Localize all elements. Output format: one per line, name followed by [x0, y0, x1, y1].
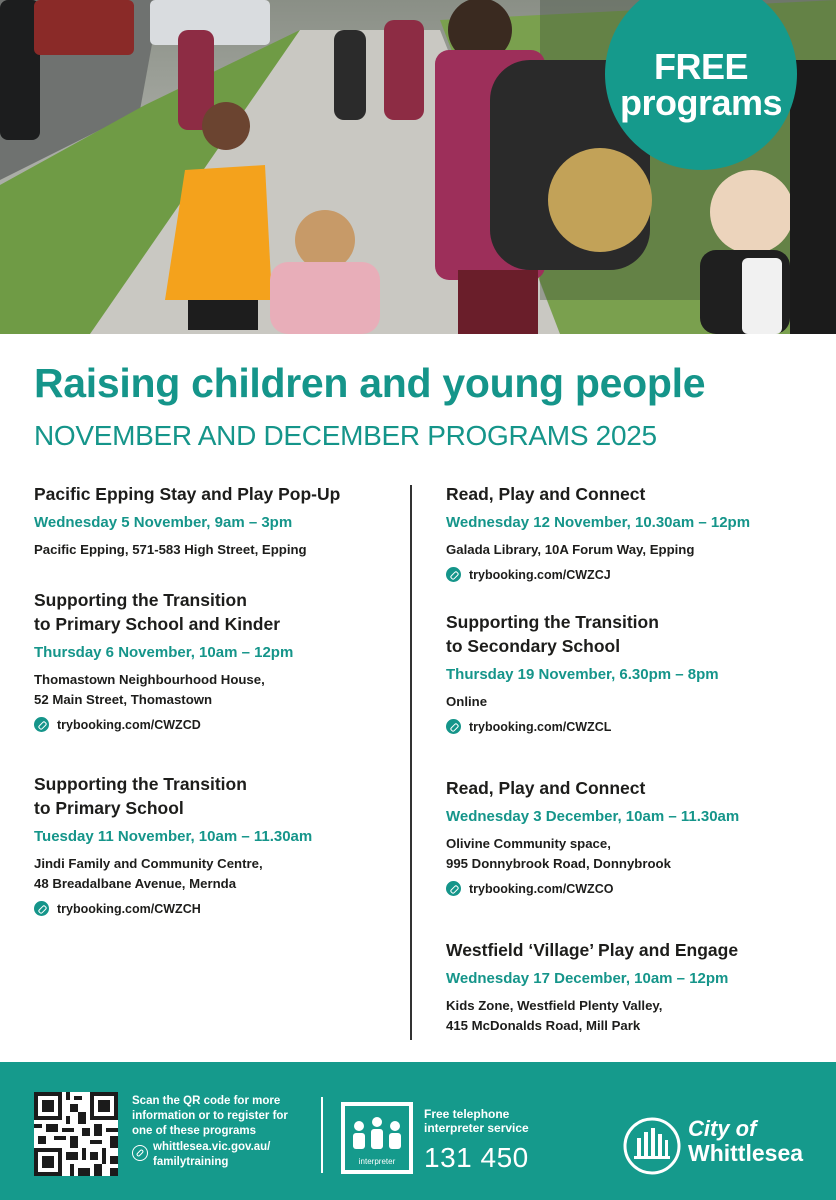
- city-line-2: Whittlesea: [688, 1140, 804, 1166]
- event-location-line-2: 995 Donnybrook Road, Donnybrook: [446, 856, 671, 871]
- badge-line-1: FREE: [653, 46, 748, 87]
- event-date: Wednesday 17 December, 10am – 12pm: [446, 970, 729, 987]
- url-line-2: familytraining: [153, 1156, 229, 1168]
- scan-text-line-2: information or to register for: [132, 1110, 288, 1122]
- scan-qr-text: [132, 1094, 312, 1170]
- website-link[interactable]: [132, 1140, 312, 1170]
- event-location-line-1: Kids Zone, Westfield Plenty Valley,: [446, 998, 663, 1013]
- city-of-whittlesea-wordmark: [688, 1117, 803, 1165]
- event-read-play-olivine: [446, 776, 816, 896]
- booking-link[interactable]: [446, 567, 816, 582]
- event-date: Wednesday 3 December, 10am – 11.30am: [446, 808, 740, 825]
- footer-divider: [321, 1097, 323, 1173]
- url-line-1: whittlesea.vic.gov.au/: [153, 1141, 271, 1153]
- event-location: Pacific Epping, 571-583 High Street, Epping: [34, 542, 307, 557]
- event-date: Thursday 19 November, 6.30pm – 8pm: [446, 666, 719, 683]
- city-line-1: City of: [688, 1116, 757, 1141]
- event-date: Wednesday 12 November, 10.30am – 12pm: [446, 514, 751, 531]
- link-icon: [34, 901, 49, 916]
- link-icon: [446, 719, 461, 734]
- scan-text-line-1: Scan the QR code for more: [132, 1095, 281, 1107]
- event-date: Tuesday 11 November, 10am – 11.30am: [34, 828, 313, 845]
- event-westfield-village: [446, 938, 816, 1036]
- event-transition-primary: [34, 772, 394, 916]
- interpreter-logo-icon: [341, 1102, 413, 1174]
- event-read-play-galada: [446, 482, 816, 582]
- hero-photo: [0, 0, 836, 334]
- event-location: Online: [446, 694, 488, 709]
- event-name-line-1: Supporting the Transition: [34, 590, 247, 610]
- booking-link[interactable]: [34, 901, 394, 916]
- event-name-line-1: Supporting the Transition: [446, 612, 659, 632]
- event-location-line-2: 415 McDonalds Road, Mill Park: [446, 1018, 641, 1033]
- event-transition-secondary: [446, 610, 816, 734]
- interpreter-phone-number[interactable]: 131 450: [424, 1142, 529, 1173]
- booking-link-text: trybooking.com/CWZCJ: [469, 567, 611, 582]
- booking-link[interactable]: [446, 719, 816, 734]
- link-icon: [446, 567, 461, 582]
- page-subtitle: NOVEMBER AND DECEMBER PROGRAMS 2025: [34, 420, 657, 451]
- interpreter-label-line-1: Free telephone: [424, 1107, 510, 1121]
- page-title: Raising children and young people: [34, 360, 706, 406]
- event-pacific-epping: [34, 482, 394, 560]
- scan-text-line-3: one of these programs: [132, 1125, 256, 1137]
- footer-bar: [0, 1062, 836, 1200]
- booking-link-text: trybooking.com/CWZCD: [57, 717, 201, 732]
- badge-line-2: programs: [619, 82, 783, 123]
- interpreter-label-line-2: interpreter service: [424, 1121, 529, 1135]
- booking-link-text: trybooking.com/CWZCO: [469, 881, 614, 896]
- event-location-line-1: Thomastown Neighbourhood House,: [34, 672, 265, 687]
- qr-code[interactable]: [34, 1092, 118, 1176]
- interpreter-label: [424, 1107, 529, 1135]
- link-icon: [132, 1145, 148, 1161]
- link-icon: [446, 881, 461, 896]
- event-name-line-2: to Secondary School: [446, 636, 621, 656]
- event-date: Wednesday 5 November, 9am – 3pm: [34, 514, 293, 531]
- interpreter-logo-text: interpreter: [358, 1157, 396, 1166]
- booking-link-text: trybooking.com/CWZCH: [57, 901, 201, 916]
- link-icon: [34, 717, 49, 732]
- event-location-line-1: Jindi Family and Community Centre,: [34, 856, 263, 871]
- column-divider: [410, 485, 412, 1040]
- event-name: Westfield ‘Village’ Play and Engage: [446, 940, 739, 960]
- event-name: Read, Play and Connect: [446, 778, 646, 798]
- booking-link[interactable]: [34, 717, 394, 732]
- event-transition-primary-kinder: [34, 588, 394, 732]
- event-location-line-2: 52 Main Street, Thomastown: [34, 692, 213, 707]
- event-name: Pacific Epping Stay and Play Pop-Up: [34, 484, 341, 504]
- event-location: Galada Library, 10A Forum Way, Epping: [446, 542, 695, 557]
- event-name: Read, Play and Connect: [446, 484, 646, 504]
- booking-link-text: trybooking.com/CWZCL: [469, 719, 612, 734]
- event-name-line-1: Supporting the Transition: [34, 774, 247, 794]
- event-name-line-2: to Primary School: [34, 798, 184, 818]
- city-of-whittlesea-logo-icon: [622, 1116, 682, 1176]
- event-location-line-1: Olivine Community space,: [446, 836, 611, 851]
- event-location-line-2: 48 Breadalbane Avenue, Mernda: [34, 876, 237, 891]
- event-date: Thursday 6 November, 10am – 12pm: [34, 644, 294, 661]
- booking-link[interactable]: [446, 881, 816, 896]
- event-name-line-2: to Primary School and Kinder: [34, 614, 281, 634]
